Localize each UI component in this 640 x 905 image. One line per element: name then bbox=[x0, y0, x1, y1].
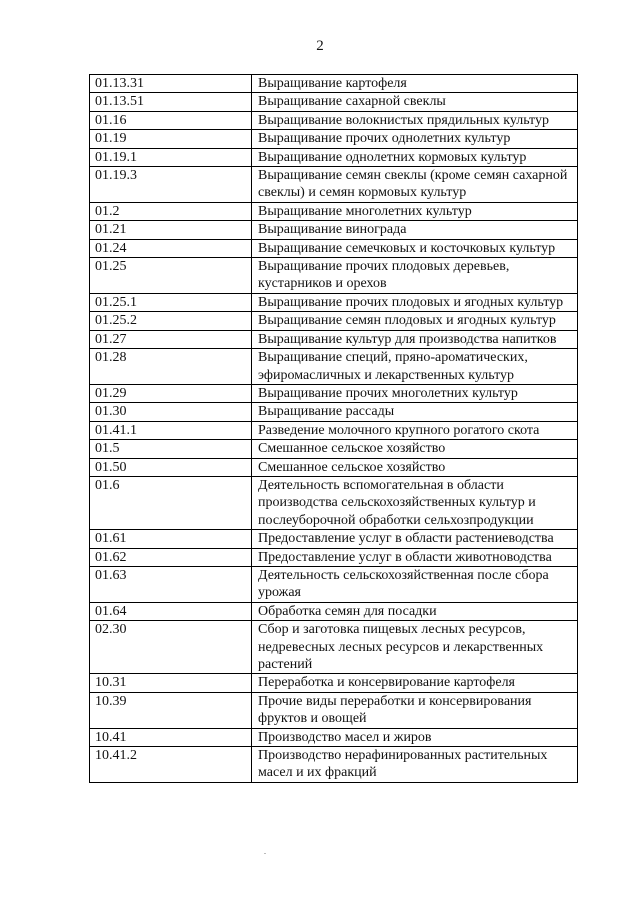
activity-name: Смешанное сельское хозяйство bbox=[252, 458, 578, 476]
activity-code: 01.25.1 bbox=[90, 293, 252, 311]
activity-code: 10.41.2 bbox=[90, 747, 252, 783]
activity-code: 01.19.1 bbox=[90, 148, 252, 166]
table-row bbox=[90, 202, 578, 220]
activity-code: 01.30 bbox=[90, 403, 252, 421]
table-row bbox=[90, 258, 578, 294]
page-number: 2 bbox=[316, 38, 324, 54]
activity-name: Предоставление услуг в области растениеводства bbox=[252, 530, 578, 548]
activity-name: Обработка семян для посадки bbox=[252, 602, 578, 620]
activity-name: Деятельность вспомогательная в области производства сельскохозяйственных культур и послеуборочной обработки сельхозпродукции bbox=[252, 476, 578, 529]
activity-code: 01.16 bbox=[90, 111, 252, 129]
table-row bbox=[90, 728, 578, 746]
table-row bbox=[90, 349, 578, 385]
table-row bbox=[90, 747, 578, 783]
table-row bbox=[90, 530, 578, 548]
table-row bbox=[90, 167, 578, 203]
activity-name: Смешанное сельское хозяйство bbox=[252, 440, 578, 458]
activity-name: Предоставление услуг в области животноводства bbox=[252, 548, 578, 566]
table-row bbox=[90, 312, 578, 330]
activity-code: 10.41 bbox=[90, 728, 252, 746]
activity-code: 01.63 bbox=[90, 566, 252, 602]
table-row bbox=[90, 221, 578, 239]
activity-code: 01.13.31 bbox=[90, 75, 252, 93]
scan-dot bbox=[264, 853, 266, 854]
activity-name: Сбор и заготовка пищевых лесных ресурсов, недревесных лесных ресурсов и лекарственных растений bbox=[252, 621, 578, 674]
table-row bbox=[90, 75, 578, 93]
activity-code: 01.25 bbox=[90, 258, 252, 294]
table-row bbox=[90, 421, 578, 439]
table-row bbox=[90, 458, 578, 476]
activity-code: 01.25.2 bbox=[90, 312, 252, 330]
activity-name: Деятельность сельскохозяйственная после сбора урожая bbox=[252, 566, 578, 602]
table-row bbox=[90, 330, 578, 348]
table-row bbox=[90, 93, 578, 111]
activity-code: 01.64 bbox=[90, 602, 252, 620]
activity-name: Выращивание прочих плодовых и ягодных культур bbox=[252, 293, 578, 311]
activity-code: 01.2 bbox=[90, 202, 252, 220]
activity-code: 01.21 bbox=[90, 221, 252, 239]
table-row bbox=[90, 440, 578, 458]
activity-code: 01.50 bbox=[90, 458, 252, 476]
activity-name: Производство масел и жиров bbox=[252, 728, 578, 746]
activity-name: Прочие виды переработки и консервирования фруктов и овощей bbox=[252, 692, 578, 728]
table-row bbox=[90, 566, 578, 602]
activity-name: Выращивание рассады bbox=[252, 403, 578, 421]
activity-code: 01.41.1 bbox=[90, 421, 252, 439]
activity-name: Выращивание сахарной свеклы bbox=[252, 93, 578, 111]
activity-name: Переработка и консервирование картофеля bbox=[252, 674, 578, 692]
activity-codes-table bbox=[89, 74, 578, 783]
activity-name: Выращивание специй, пряно-ароматических, эфиромасличных и лекарственных культур bbox=[252, 349, 578, 385]
activity-code: 01.19.3 bbox=[90, 167, 252, 203]
activity-code: 01.29 bbox=[90, 384, 252, 402]
activity-code: 10.39 bbox=[90, 692, 252, 728]
activity-code: 01.28 bbox=[90, 349, 252, 385]
table-row bbox=[90, 239, 578, 257]
activity-code: 01.13.51 bbox=[90, 93, 252, 111]
table-row bbox=[90, 476, 578, 529]
activity-name: Выращивание волокнистых прядильных культур bbox=[252, 111, 578, 129]
table-row bbox=[90, 403, 578, 421]
table-row bbox=[90, 602, 578, 620]
activity-code: 01.27 bbox=[90, 330, 252, 348]
activity-name: Выращивание однолетних кормовых культур bbox=[252, 148, 578, 166]
table-row bbox=[90, 692, 578, 728]
table-row bbox=[90, 621, 578, 674]
activity-code: 01.19 bbox=[90, 130, 252, 148]
table-row bbox=[90, 148, 578, 166]
activity-name: Выращивание прочих многолетних культур bbox=[252, 384, 578, 402]
activity-name: Выращивание семян плодовых и ягодных культур bbox=[252, 312, 578, 330]
activity-name: Выращивание картофеля bbox=[252, 75, 578, 93]
activity-name: Выращивание прочих плодовых деревьев, кустарников и орехов bbox=[252, 258, 578, 294]
activity-name: Разведение молочного крупного рогатого скота bbox=[252, 421, 578, 439]
activity-code: 01.6 bbox=[90, 476, 252, 529]
activity-code: 10.31 bbox=[90, 674, 252, 692]
activity-name: Выращивание многолетних культур bbox=[252, 202, 578, 220]
table-body bbox=[90, 75, 578, 783]
activity-name: Выращивание прочих однолетних культур bbox=[252, 130, 578, 148]
activity-code: 01.5 bbox=[90, 440, 252, 458]
activity-code: 01.61 bbox=[90, 530, 252, 548]
activity-name: Производство нерафинированных растительных масел и их фракций bbox=[252, 747, 578, 783]
table-row bbox=[90, 111, 578, 129]
table-row bbox=[90, 384, 578, 402]
table-row bbox=[90, 548, 578, 566]
table-row bbox=[90, 130, 578, 148]
activity-name: Выращивание семян свеклы (кроме семян сахарной свеклы) и семян кормовых культур bbox=[252, 167, 578, 203]
table-row bbox=[90, 674, 578, 692]
activity-code: 01.62 bbox=[90, 548, 252, 566]
activity-name: Выращивание семечковых и косточковых культур bbox=[252, 239, 578, 257]
activity-code: 01.24 bbox=[90, 239, 252, 257]
activity-name: Выращивание винограда bbox=[252, 221, 578, 239]
activity-code: 02.30 bbox=[90, 621, 252, 674]
table-row bbox=[90, 293, 578, 311]
activity-name: Выращивание культур для производства напитков bbox=[252, 330, 578, 348]
